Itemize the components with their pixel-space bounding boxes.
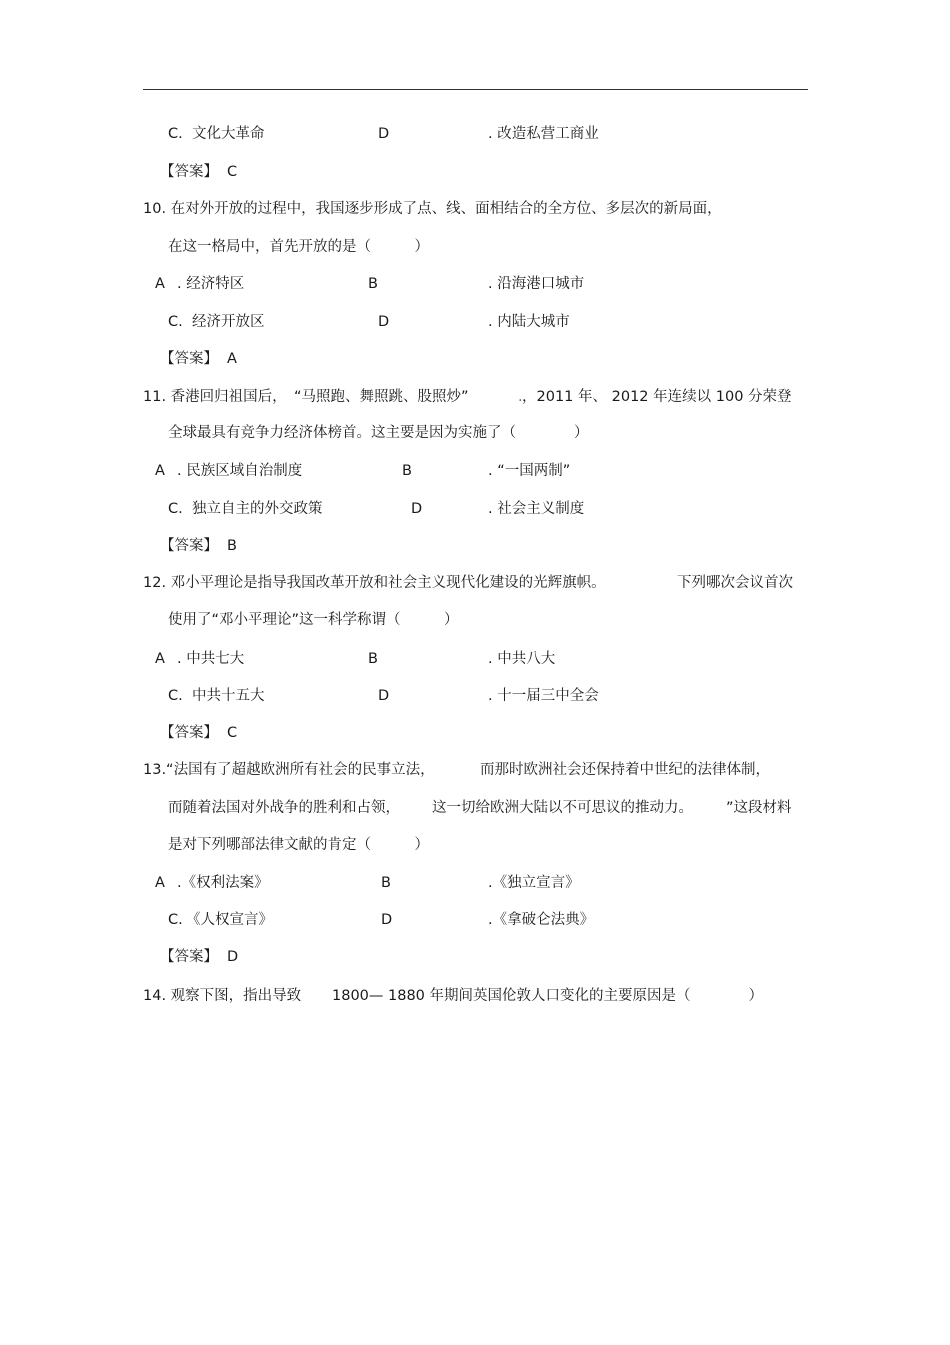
q10-option-b-label: B <box>368 276 378 292</box>
q12-option-c-label: C. <box>168 688 183 704</box>
q12-option-a-label: A <box>155 651 165 667</box>
q13-option-c-label: C. <box>168 912 183 928</box>
q9-option-d-text: . 改造私营工商业 <box>488 126 599 142</box>
q12-stem-line2: 使用了“邓小平理论”这一科学称谓（ ） <box>168 612 459 628</box>
q10-option-a-text: . 经济特区 <box>177 276 245 292</box>
q12-stem-part1: 12. 邓小平理论是指导我国改革开放和社会主义现代化建设的光辉旗帜。 <box>143 575 606 591</box>
q10-option-d-label: D <box>378 314 390 330</box>
q11-option-c-label: C. <box>168 501 183 517</box>
q13-stem-part4: 这一切给欧洲大陆以不可思议的推动力。 <box>432 800 693 816</box>
q9-option-c-text: 文化大革命 <box>192 126 265 142</box>
q12-option-c-text: 中共十五大 <box>192 688 265 704</box>
q10-option-c-label: C. <box>168 314 183 330</box>
q13-option-d-text: .《拿破仑法典》 <box>488 912 595 928</box>
q11-option-a-label: A <box>155 463 165 479</box>
answer-label: 【答案】 <box>160 164 218 180</box>
q12-option-b-label: B <box>368 651 378 667</box>
q10-option-a-label: A <box>155 276 165 292</box>
q13-stem-part2: 而那时欧洲社会还保持着中世纪的法律体制， <box>480 762 770 778</box>
answer-label: 【答案】 <box>160 538 218 554</box>
q11-option-b-text: . “一国两制” <box>488 463 571 479</box>
q13-stem-line3: 是对下列哪部法律文献的肯定（ ） <box>168 837 429 853</box>
q10-option-b-text: . 沿海港口城市 <box>488 276 585 292</box>
q13-option-a-text: .《权利法案》 <box>177 875 269 891</box>
answer-value: B <box>227 538 237 554</box>
q13-stem-part3: 而随着法国对外战争的胜利和占领， <box>168 800 400 816</box>
q11-stem-line2: 全球最具有竞争力经济体榜首。这主要是因为实施了（ ） <box>168 425 589 441</box>
q11-stem-part1: 11. 香港回归祖国后， <box>143 389 287 405</box>
answer-value: C <box>227 164 238 180</box>
q11-option-a-text: . 民族区域自治制度 <box>177 463 303 479</box>
q11-stem-mark: . <box>518 389 523 405</box>
answer-label: 【答案】 <box>160 949 218 965</box>
q14-stem-part1: 14. 观察下图，指出导致 <box>143 988 302 1004</box>
answer-label: 【答案】 <box>160 351 218 367</box>
q13-option-b-label: B <box>381 875 391 891</box>
q12-option-d-text: . 十一届三中全会 <box>488 688 599 704</box>
q13-option-d-label: D <box>381 912 393 928</box>
q11-option-d-text: . 社会主义制度 <box>488 501 585 517</box>
header-rule <box>143 89 808 90</box>
answer-value: A <box>227 351 237 367</box>
answer-label: 【答案】 <box>160 725 218 741</box>
answer-value: D <box>227 949 239 965</box>
q10-option-c-text: 经济开放区 <box>192 314 265 330</box>
q11-option-b-label: B <box>402 463 412 479</box>
q11-option-d-label: D <box>411 501 423 517</box>
q9-option-c-label: C. <box>168 126 183 142</box>
q12-option-b-text: . 中共八大 <box>488 651 556 667</box>
q10-stem-line2: 在这一格局中，首先开放的是（ ） <box>168 239 429 255</box>
q13-stem-part1: 13.“法国有了超越欧洲所有社会的民事立法， <box>143 762 435 778</box>
q13-option-c-text: 《人权宣言》 <box>186 912 273 928</box>
q11-option-c-text: 独立自主的外交政策 <box>192 501 323 517</box>
q9-option-d-label: D <box>378 126 390 142</box>
q13-stem-part5: ”这段材料 <box>726 800 792 816</box>
q12-stem-part2: 下列哪次会议首次 <box>677 575 793 591</box>
q13-option-a-label: A <box>155 875 165 891</box>
answer-value: C <box>227 725 238 741</box>
q11-stem-part2: ，2011 年、 2012 年连续以 100 分荣登 <box>522 389 792 405</box>
q14-stem-part2: 1800— 1880 年期间英国伦敦人口变化的主要原因是（ ） <box>332 988 764 1004</box>
q12-option-d-label: D <box>378 688 390 704</box>
q13-option-b-text: .《独立宣言》 <box>488 875 580 891</box>
q12-option-a-text: . 中共七大 <box>177 651 245 667</box>
q11-stem-quote: “马照跑、舞照跳、股照炒” <box>294 389 469 405</box>
q10-stem-line1: 10. 在对外开放的过程中，我国逐步形成了点、线、面相结合的全方位、多层次的新局面， <box>143 201 722 217</box>
q10-option-d-text: . 内陆大城市 <box>488 314 570 330</box>
